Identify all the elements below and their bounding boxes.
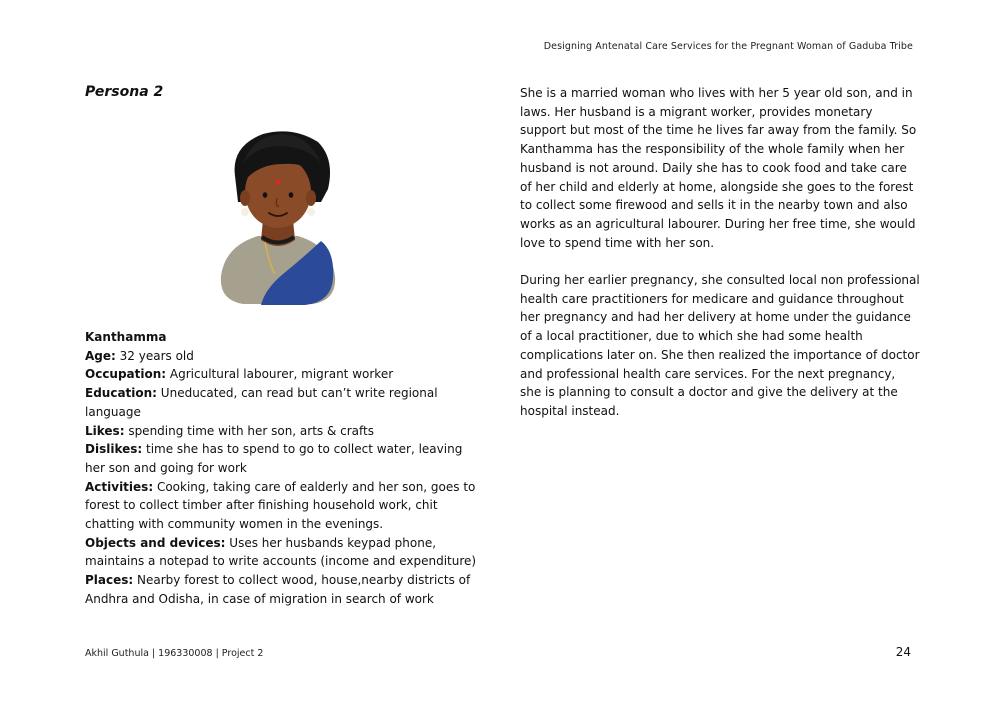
profile-field-places: Places: Nearby forest to collect wood, house,nearby districts of Andhra and Odisha, in case of migration in search of work	[85, 573, 471, 606]
profile-field-likes: Likes: spending time with her son, arts & crafts	[85, 423, 375, 438]
profile-field-occupation: Occupation: Agricultural labourer, migrant worker	[85, 367, 394, 382]
profile-field-education: Education: Uneducated, can read but can’t write regional language	[85, 386, 438, 419]
left-ear-shape	[240, 190, 250, 206]
page-number: 24	[895, 645, 911, 659]
persona-name: Kanthamma	[85, 330, 167, 344]
profile-field-objects-devices: Objects and devices: Uses her husbands keypad phone, maintains a notepad to write accounts (income and expenditure)	[85, 535, 477, 569]
persona-heading: Persona 2	[85, 84, 164, 100]
persona-avatar-illustration	[213, 124, 343, 309]
story-paragraph-1: She is a married woman who lives with her 5 year old son, and in laws. Her husband is a migrant worker, provides monetary support but most of the time he lives far away from the family. So Kanthamma has the responsibility of the whole family when her husband is not around. Daily she has to cook food and take care of her child and elderly at home, alongside she goes to the forest to collect some firewood and sells it in the nearby town and also works as an agricultural labourer. During her free time, she would love to spend time with her son.	[520, 86, 917, 250]
persona-profile	[85, 328, 485, 609]
story-paragraph-2: During her earlier pregnancy, she consulted local non professional health care practitioners for medicare and guidance throughout her pregnancy and had her delivery at home under the guidance of a local practitioner, due to which she had some health complications later on. She then realized the importance of doctor and professional health care services. For the next pregnancy, she is planning to consult a doctor and give the delivery at the hospital instead.	[520, 273, 920, 418]
right-earring-shape	[307, 208, 315, 216]
right-ear-shape	[306, 190, 316, 206]
footer-author-info: Akhil Guthula | 196330008 | Project 2	[85, 648, 264, 659]
profile-field-dislikes: Dislikes: time she has to spend to go to collect water, leaving her son and going for work	[85, 442, 463, 475]
persona-story	[520, 84, 920, 439]
right-eye-shape	[289, 192, 294, 198]
left-earring-shape	[241, 208, 249, 216]
bindi-shape	[275, 179, 280, 184]
profile-field-age: Age: 32 years old	[85, 348, 194, 363]
left-eye-shape	[263, 192, 268, 198]
profile-field-activities: Activities: Cooking, taking care of ealderly and her son, goes to forest to collect timber after finishing household work, chit chatting with community women in the evenings.	[85, 479, 476, 532]
running-header: Designing Antenatal Care Services for the Pregnant Woman of Gaduba Tribe	[543, 41, 913, 52]
